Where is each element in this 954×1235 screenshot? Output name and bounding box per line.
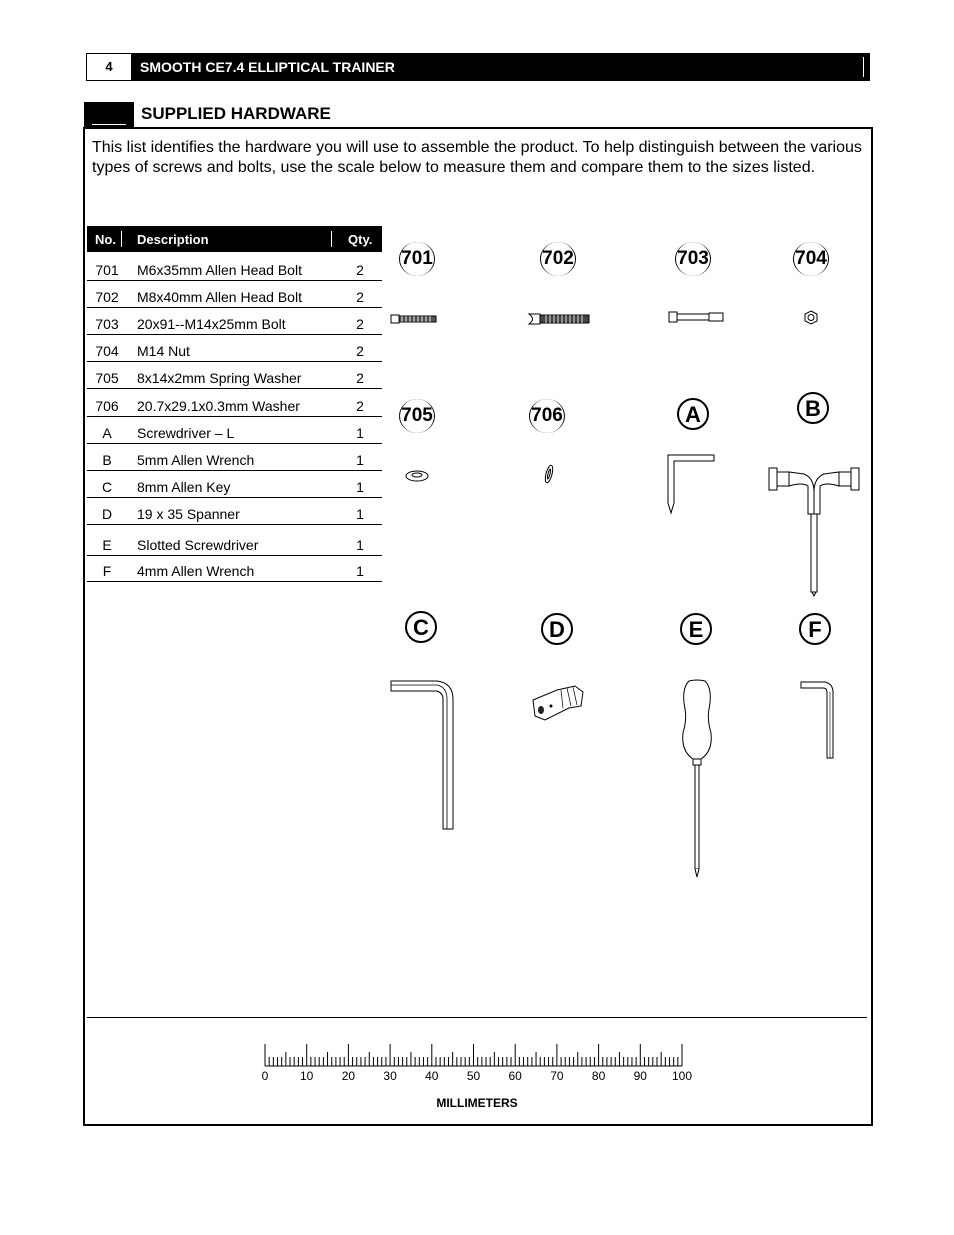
header-rule bbox=[132, 80, 870, 81]
section-title: SUPPLIED HARDWARE bbox=[141, 104, 331, 123]
cell-no: C bbox=[101, 479, 113, 495]
cell-no: A bbox=[102, 425, 112, 441]
part-label-706: 706 bbox=[529, 399, 565, 433]
cell-qty: 2 bbox=[356, 398, 364, 414]
header-qty: Qty. bbox=[348, 232, 373, 247]
cell-qty: 2 bbox=[356, 316, 364, 332]
cell-qty: 1 bbox=[356, 563, 364, 579]
nut-icon bbox=[803, 310, 819, 326]
ruler-tick-label: 60 bbox=[508, 1069, 522, 1083]
cell-description: 8mm Allen Key bbox=[137, 479, 231, 495]
scale-divider bbox=[87, 1017, 867, 1018]
cell-no: D bbox=[101, 506, 113, 522]
ruler-tick-label: 30 bbox=[383, 1069, 397, 1083]
cell-qty: 2 bbox=[356, 343, 364, 359]
header-no: No. bbox=[95, 232, 116, 247]
table-row bbox=[87, 314, 382, 335]
header-separator bbox=[121, 231, 122, 247]
ruler-tick-label: 70 bbox=[550, 1069, 564, 1083]
table-row bbox=[87, 287, 382, 308]
ruler-tick-label: 80 bbox=[591, 1069, 606, 1083]
spring-washer-icon bbox=[404, 469, 430, 483]
cell-qty: 1 bbox=[356, 452, 364, 468]
cell-no: 706 bbox=[95, 398, 119, 414]
cell-description: 4mm Allen Wrench bbox=[137, 563, 255, 579]
cell-no: B bbox=[102, 452, 112, 468]
cell-qty: 2 bbox=[356, 370, 364, 386]
table-row bbox=[87, 260, 382, 281]
part-label-a: A bbox=[677, 398, 709, 430]
t-allen-wrench-icon bbox=[766, 462, 862, 598]
cell-description: 20.7x29.1x0.3mm Washer bbox=[137, 398, 300, 414]
bolt-icon bbox=[668, 309, 726, 325]
page-number: 4 bbox=[86, 53, 132, 81]
millimeter-ruler bbox=[264, 1044, 684, 1068]
part-label-703: 703 bbox=[675, 242, 711, 276]
cell-no: 701 bbox=[95, 262, 119, 278]
header-description: Description bbox=[137, 232, 209, 247]
cell-description: 8x14x2mm Spring Washer bbox=[137, 370, 302, 386]
table-row bbox=[87, 423, 382, 444]
page-header bbox=[86, 53, 870, 81]
table-row bbox=[87, 396, 382, 417]
cell-no: 705 bbox=[95, 370, 119, 386]
allen-key-icon bbox=[389, 679, 457, 833]
ruler-unit-label: MILLIMETERS bbox=[436, 1096, 518, 1110]
part-label-705: 705 bbox=[399, 399, 435, 433]
cell-description: M8x40mm Allen Head Bolt bbox=[137, 289, 302, 305]
washer-icon bbox=[542, 463, 556, 485]
cell-qty: 1 bbox=[356, 506, 364, 522]
part-label-d: D bbox=[541, 613, 573, 645]
screwdriver-icon bbox=[677, 679, 717, 881]
allen-bolt-icon bbox=[390, 312, 438, 326]
table-row bbox=[87, 561, 382, 582]
part-label-701: 701 bbox=[399, 242, 435, 276]
cell-no: 703 bbox=[95, 316, 119, 332]
ruler-tick-label: 50 bbox=[466, 1069, 481, 1083]
cell-description: 20x91--M14x25mm Bolt bbox=[137, 316, 286, 332]
ruler-tick-label: 0 bbox=[261, 1069, 269, 1083]
header-separator bbox=[331, 231, 332, 247]
cell-description: 5mm Allen Wrench bbox=[137, 452, 255, 468]
ruler-tick-label: 90 bbox=[633, 1069, 647, 1083]
cell-qty: 1 bbox=[356, 537, 364, 553]
section-marker bbox=[84, 102, 134, 128]
part-label-704: 704 bbox=[793, 242, 829, 276]
ruler-tick-label: 40 bbox=[425, 1069, 439, 1083]
table-row bbox=[87, 368, 382, 389]
table-header bbox=[87, 226, 382, 252]
part-label-702: 702 bbox=[540, 242, 576, 276]
cell-no: F bbox=[102, 563, 112, 579]
intro-paragraph: This list identifies the hardware you will use to assemble the product. To help distinguish between the various types of screws and bolts, use the scale below to measure them and compare them to the sizes listed. bbox=[92, 139, 862, 176]
cell-description: 19 x 35 Spanner bbox=[137, 506, 240, 522]
ruler-tick-label: 20 bbox=[341, 1069, 356, 1083]
spanner-icon bbox=[529, 682, 585, 724]
part-label-c: C bbox=[405, 611, 437, 643]
cell-description: M6x35mm Allen Head Bolt bbox=[137, 262, 302, 278]
cell-qty: 1 bbox=[356, 425, 364, 441]
cell-no: 702 bbox=[95, 289, 119, 305]
cell-description: M14 Nut bbox=[137, 343, 190, 359]
document-title: SMOOTH CE7.4 ELLIPTICAL TRAINER bbox=[132, 53, 870, 81]
part-label-f: F bbox=[799, 613, 831, 645]
cell-no: 704 bbox=[95, 343, 119, 359]
cell-qty: 1 bbox=[356, 479, 364, 495]
allen-wrench-icon bbox=[799, 680, 837, 760]
ruler-tick-label: 100 bbox=[671, 1069, 693, 1083]
cell-qty: 2 bbox=[356, 262, 364, 278]
table-row bbox=[87, 535, 382, 556]
table-row bbox=[87, 341, 382, 362]
ruler-tick-label: 10 bbox=[300, 1069, 314, 1083]
part-label-b: B bbox=[797, 392, 829, 424]
allen-bolt-icon bbox=[528, 311, 592, 327]
parts-table bbox=[87, 226, 382, 579]
l-screwdriver-icon bbox=[664, 453, 718, 517]
cell-qty: 2 bbox=[356, 289, 364, 305]
part-label-e: E bbox=[680, 613, 712, 645]
table-row bbox=[87, 477, 382, 498]
table-row bbox=[87, 504, 382, 525]
cell-description: Screwdriver – L bbox=[137, 425, 235, 441]
table-row bbox=[87, 450, 382, 471]
cell-description: Slotted Screwdriver bbox=[137, 537, 259, 553]
cell-no: E bbox=[102, 537, 112, 553]
